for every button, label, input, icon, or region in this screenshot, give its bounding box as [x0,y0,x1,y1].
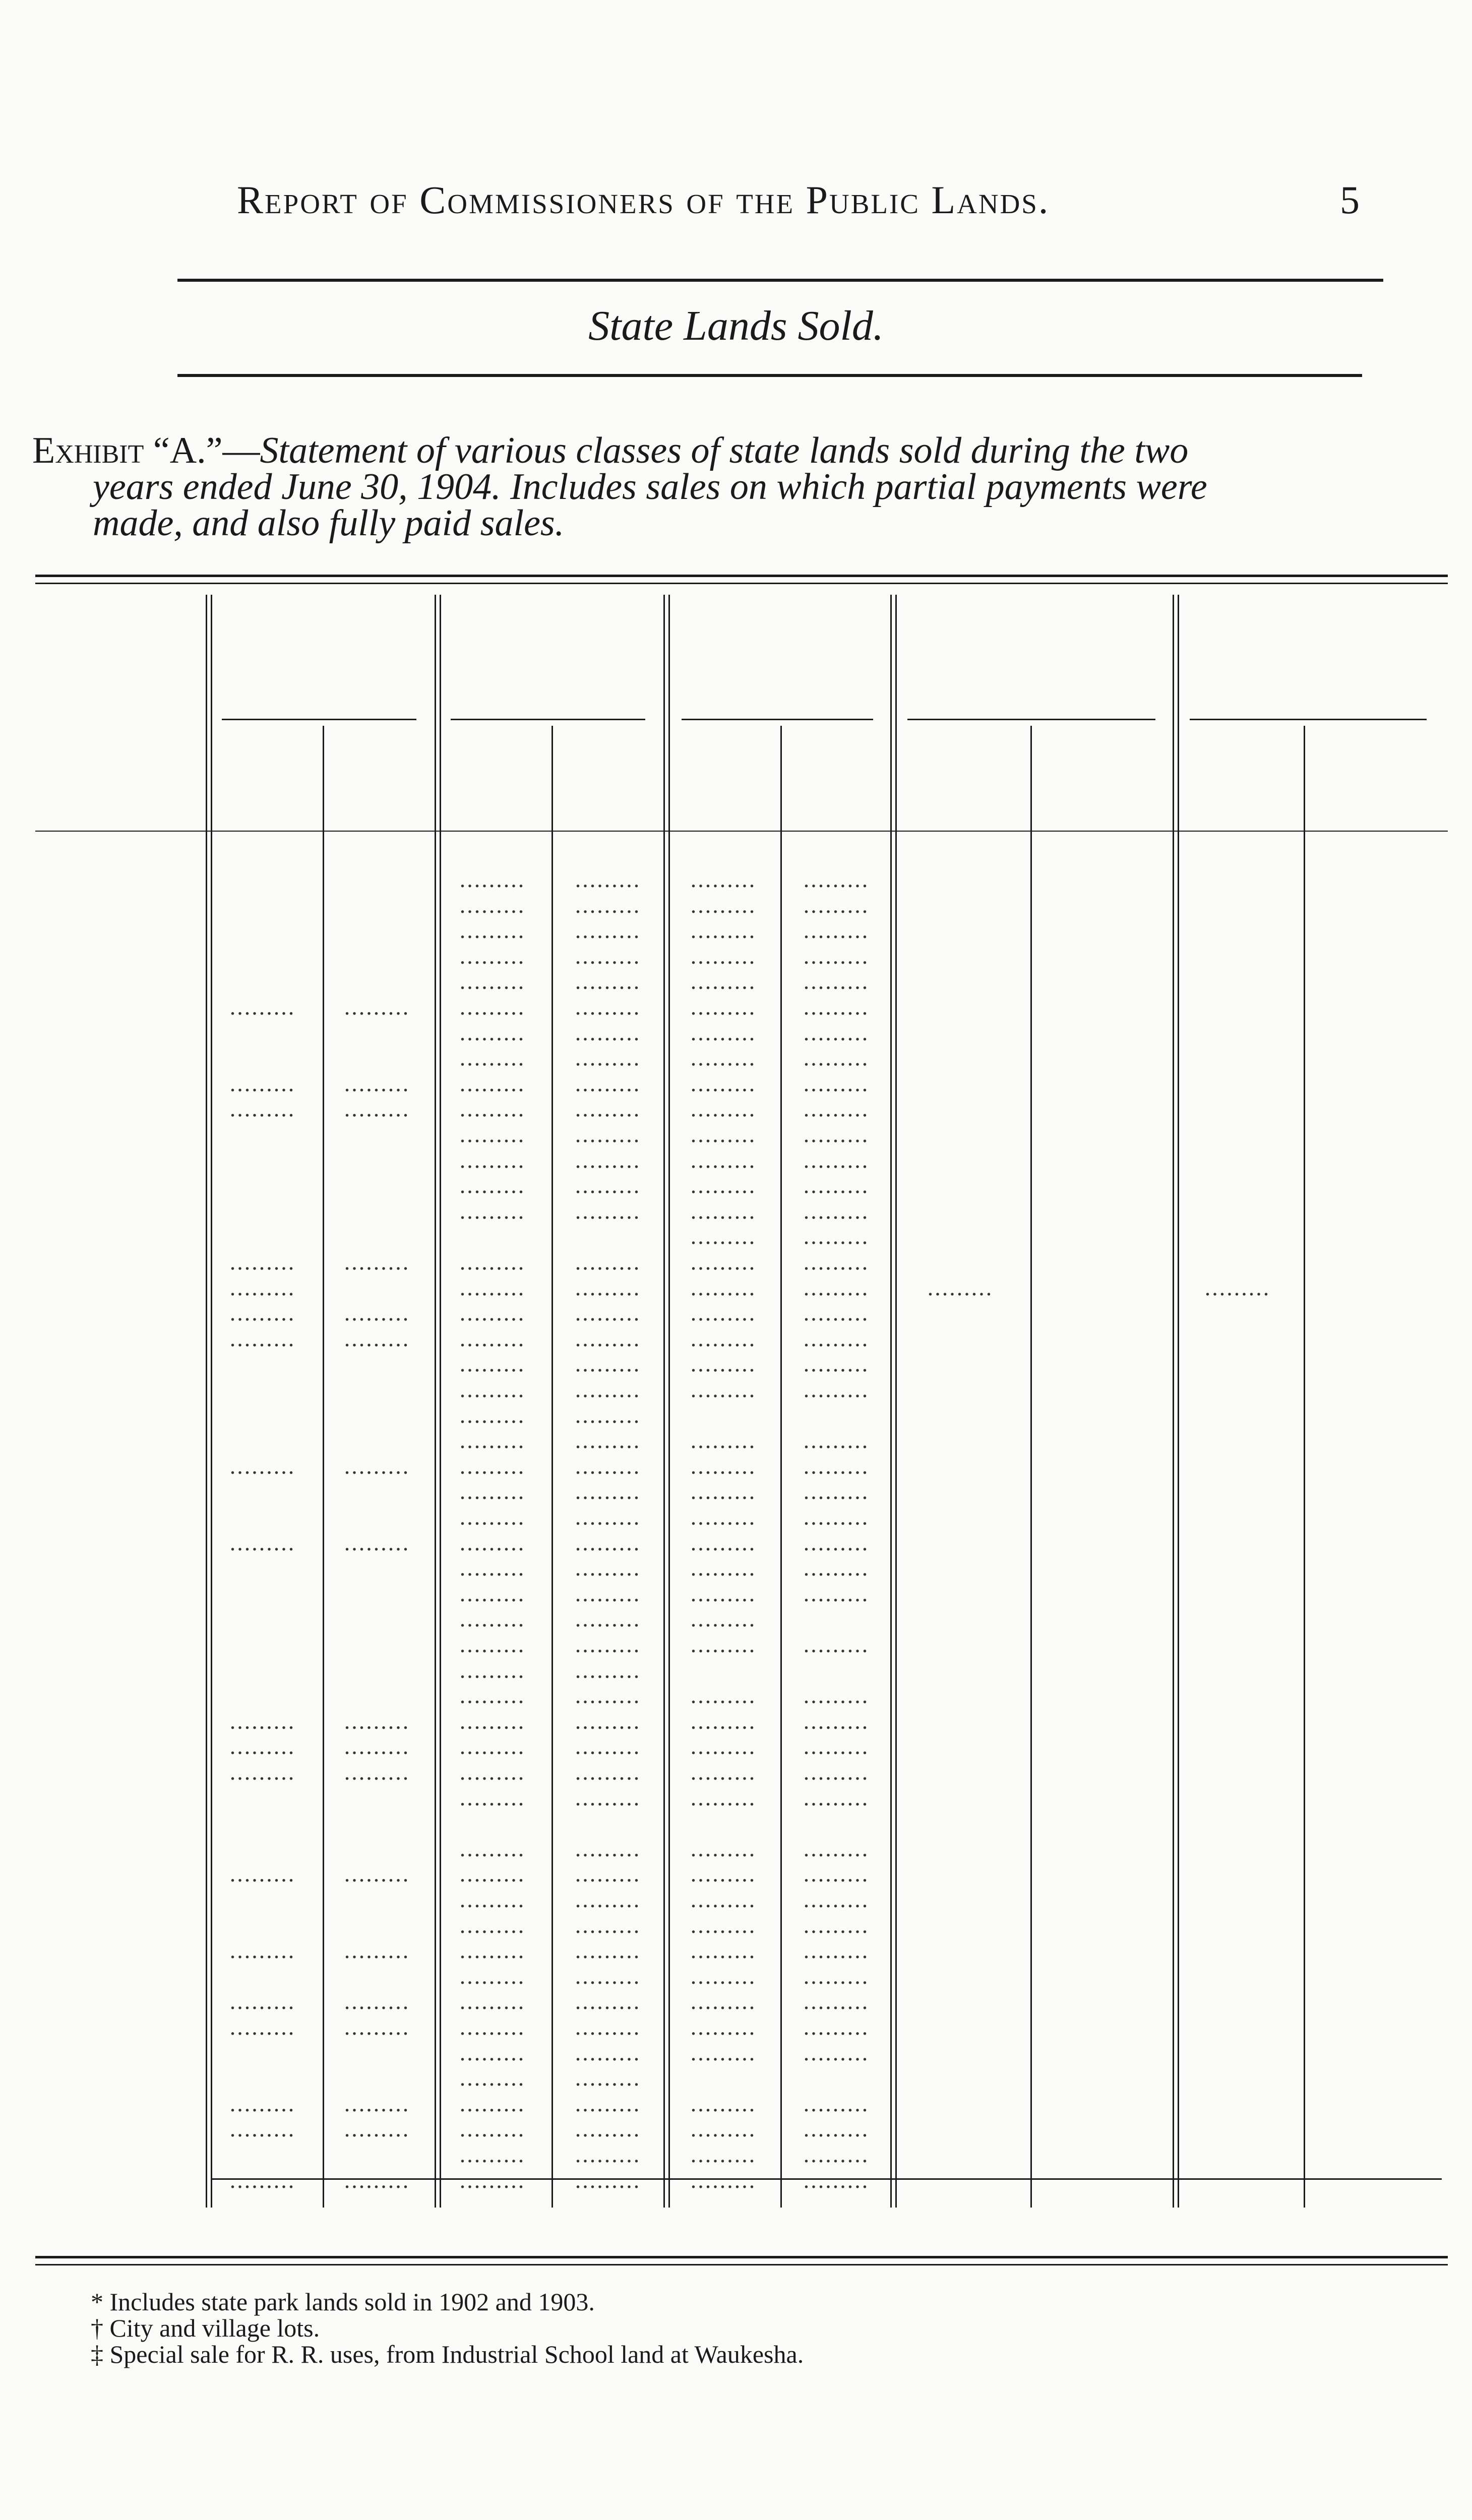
table-leader: ......... [575,1963,641,1989]
table-leader: ......... [344,1249,410,1275]
table-leader: ......... [690,942,757,969]
table-leader: ......... [690,994,757,1020]
table-leader: ......... [575,917,641,943]
table-leader: ......... [575,1504,641,1530]
table-leader: ......... [344,2014,410,2040]
table-leader: ......... [690,1504,757,1530]
table-leader: ......... [803,2116,870,2142]
exhibit-lead: Exhibit “A.”— [32,430,260,471]
table-leader: ......... [803,1453,870,1479]
table-leader: ......... [690,1376,757,1402]
table-leader: ......... [803,1045,870,1071]
table-leader: ......... [690,1529,757,1555]
table-leader: ......... [344,1733,410,1759]
table-leader: ......... [575,2116,641,2142]
footnote: * Includes state park lands sold in 1902 and 1903. [91,2288,595,2316]
table-leader: ......... [459,2039,526,2065]
table-leader: ......... [575,1147,641,1173]
table-leader: ......... [575,2141,641,2167]
table-leader: ......... [803,1249,870,1275]
section-rule [177,374,1362,377]
table-leader: ......... [690,1453,757,1479]
table-leader: ......... [690,1325,757,1351]
table-leader: ......... [459,1733,526,1759]
table-leader: ......... [575,1861,641,1887]
table-leader: ......... [459,1325,526,1351]
table-leader: ......... [459,1784,526,1810]
table-leader: ......... [690,2116,757,2142]
table-leader: ......... [690,866,757,892]
table-leader: ......... [690,1988,757,2014]
table-leader: ......... [690,2014,757,2040]
table-leader: ......... [803,1937,870,1964]
table-leader: ......... [575,1529,641,1555]
table-leader: ......... [803,2014,870,2040]
table-leader: ......... [459,2116,526,2142]
table-leader: ......... [344,1937,410,1964]
table-leader: ......... [575,2039,641,2065]
table-leader: ......... [229,1249,296,1275]
table-leader: ......... [803,1376,870,1402]
table-leader: ......... [459,1682,526,1709]
table-leader: ......... [803,1325,870,1351]
table-leader: ......... [803,1886,870,1912]
table-leader: ......... [803,1733,870,1759]
table-leader: ......... [459,1708,526,1734]
table-leader: ......... [459,1070,526,1096]
table-leader: ......... [459,1988,526,2014]
table-leader: ......... [690,1096,757,1122]
table-leader: ......... [575,866,641,892]
table-leader: ......... [803,1912,870,1938]
table-leader: ......... [575,1606,641,1632]
table-leader: ......... [690,1784,757,1810]
table-leader: ......... [690,1555,757,1581]
table-leader: ......... [690,1580,757,1606]
table-leader: ......... [459,2141,526,2167]
table-leader: ......... [803,1861,870,1887]
table-leader: ......... [803,968,870,994]
table-leader: ......... [575,1300,641,1326]
group-underline [451,719,645,720]
table-leader: ......... [229,1988,296,2014]
table-leader: ......... [459,1963,526,1989]
column-divider [323,726,324,2208]
table-leader: ......... [803,1223,870,1249]
table-bottom-rule [35,2256,1448,2258]
table-leader: ......... [229,2090,296,2116]
table-leader: ......... [459,1172,526,1199]
table-leader: ......... [229,1325,296,1351]
table-leader: ......... [229,1733,296,1759]
table-leader: ......... [575,2065,641,2091]
column-divider [780,726,782,2208]
table-leader: ......... [459,2090,526,2116]
table-leader: ......... [803,1759,870,1785]
table-leader: ......... [575,1759,641,1785]
table-leader: ......... [344,1759,410,1785]
table-leader: ......... [803,1274,870,1300]
header-divider [35,831,1448,832]
table-leader: ......... [803,1708,870,1734]
table-leader: ......... [803,1529,870,1555]
table-leader: ......... [575,1453,641,1479]
table-leader: ......... [459,1504,526,1530]
table-leader: ......... [690,1912,757,1938]
section-title: State Lands Sold. [588,302,884,349]
table-leader: ......... [229,1453,296,1479]
table-leader: ......... [459,892,526,918]
table-leader: ......... [575,1912,641,1938]
table-leader: ......... [344,1861,410,1887]
table-leader: ......... [690,917,757,943]
table-leader: ......... [803,2039,870,2065]
table-leader: ......... [690,1861,757,1887]
table-leader: ......... [459,968,526,994]
table-leader: ......... [575,1249,641,1275]
table-leader: ......... [459,1886,526,1912]
table-leader: ......... [459,1529,526,1555]
table-leader: ......... [459,1300,526,1326]
table-leader: ......... [459,1274,526,1300]
table-leader: ......... [459,1147,526,1173]
table-leader: ......... [690,1886,757,1912]
table-leader: ......... [229,2167,296,2193]
page-number: 5 [1340,178,1361,222]
table-leader: ......... [344,1453,410,1479]
table-leader: ......... [459,1759,526,1785]
table-leader: ......... [803,1019,870,1045]
table-leader: ......... [459,1835,526,1861]
table-leader: ......... [459,1351,526,1377]
table-leader: ......... [575,1070,641,1096]
table-leader: ......... [459,1580,526,1606]
exhibit-caption-line: years ended June 30, 1904. Includes sales on which partial payments were [93,466,1207,508]
table-leader: ......... [575,1580,641,1606]
table-leader: ......... [229,1070,296,1096]
table-leader: ......... [690,1121,757,1147]
table-leader: ......... [803,1631,870,1657]
table-leader: ......... [575,1019,641,1045]
table-leader: ......... [803,1096,870,1122]
table-leader: ......... [459,866,526,892]
table-leader: ......... [575,1886,641,1912]
table-leader: ......... [690,1274,757,1300]
table-leader: ......... [575,1988,641,2014]
table-leader: ......... [459,2167,526,2193]
table-leader: ......... [229,1937,296,1964]
table-leader: ......... [575,1733,641,1759]
table-leader: ......... [803,917,870,943]
table-leader: ......... [459,1912,526,1938]
table-leader: ......... [575,994,641,1020]
table-leader: ......... [690,892,757,918]
table-leader: ......... [344,2167,410,2193]
table-leader: ......... [229,1708,296,1734]
table-leader: ......... [344,1988,410,2014]
group-divider [440,595,441,2208]
table-leader: ......... [575,968,641,994]
table-leader: ......... [344,1070,410,1096]
table-leader: ......... [575,1784,641,1810]
table-leader: ......... [459,1019,526,1045]
table-leader: ......... [575,1937,641,1964]
table-leader: ......... [803,1478,870,1504]
group-divider [211,595,212,2208]
table-leader: ......... [344,2116,410,2142]
group-divider [435,595,436,2208]
group-divider [1178,595,1179,2208]
table-leader: ......... [459,2065,526,2091]
table-leader: ......... [690,1070,757,1096]
table-leader: ......... [229,1274,296,1300]
table-leader: ......... [690,2141,757,2167]
table-leader: ......... [575,1172,641,1199]
table-leader: ......... [575,942,641,969]
group-divider [206,595,207,2208]
exhibit-caption-line: Statement of various classes of state lands sold during the two [260,430,1189,471]
table-leader: ......... [690,1963,757,1989]
table-leader: ......... [690,1937,757,1964]
table-leader: ......... [344,1325,410,1351]
table-leader: ......... [690,2167,757,2193]
table-leader: ......... [459,1606,526,1632]
table-leader: ......... [690,968,757,994]
exhibit-caption [32,430,1449,544]
table-leader: ......... [803,2141,870,2167]
table-top-rule [35,575,1448,577]
table-leader: ......... [459,994,526,1020]
table-leader: ......... [575,1274,641,1300]
table-leader: ......... [803,1580,870,1606]
table-leader: ......... [229,994,296,1020]
table-leader: ......... [803,1784,870,1810]
table-leader: ......... [229,1759,296,1785]
table-leader: ......... [690,1708,757,1734]
table-leader: ......... [459,1555,526,1581]
table-leader: ......... [459,1631,526,1657]
table-leader: ......... [575,1708,641,1734]
table-leader: ......... [803,1198,870,1224]
table-leader: ......... [690,1351,757,1377]
table-leader: ......... [690,1045,757,1071]
table-leader: ......... [690,1835,757,1861]
table-leader: ......... [575,2167,641,2193]
table-leader: ......... [459,1249,526,1275]
table-leader: ......... [803,1835,870,1861]
group-divider [895,595,897,2208]
table-leader: ......... [803,1172,870,1199]
footnote: † City and village lots. [91,2314,320,2342]
column-divider [1030,726,1032,2208]
table-leader: ......... [575,1402,641,1428]
header-rule [177,279,1383,282]
table-leader: ......... [459,917,526,943]
table-leader: ......... [344,1708,410,1734]
table-leader: ......... [459,1121,526,1147]
table-leader: ......... [803,1070,870,1096]
table-leader: ......... [690,1427,757,1454]
table-leader: ......... [459,2014,526,2040]
column-divider [551,726,553,2208]
table-leader: ......... [803,1504,870,1530]
table-leader: ......... [575,1096,641,1122]
table-leader: ......... [459,1402,526,1428]
table-leader: ......... [803,1963,870,1989]
group-divider [668,595,670,2208]
table-leader: ......... [459,1427,526,1454]
exhibit-caption-line: made, and also fully paid sales. [93,502,565,544]
table-leader: ......... [803,2090,870,2116]
group-divider [1173,595,1174,2208]
table-leader: ......... [344,2090,410,2116]
table-leader: ......... [803,942,870,969]
table-leader: ......... [575,1325,641,1351]
table-leader: ......... [803,866,870,892]
table-leader: ......... [459,1096,526,1122]
table-leader: ......... [803,1300,870,1326]
group-divider [890,595,892,2208]
table-leader: ......... [229,2116,296,2142]
table-leader: ......... [229,1096,296,1122]
table-leader: ......... [575,1427,641,1454]
table-leader: ......... [690,1300,757,1326]
table-leader: ......... [344,994,410,1020]
table-bottom-rule [35,2264,1448,2265]
table-leader: ......... [803,1427,870,1454]
column-divider [1304,726,1305,2208]
table-leader: ......... [575,1478,641,1504]
table-leader: ......... [575,1376,641,1402]
table-leader: ......... [459,1937,526,1964]
table-leader: ......... [690,1249,757,1275]
table-leader: ......... [575,1045,641,1071]
table-leader: ......... [803,1351,870,1377]
table-leader: ......... [575,2014,641,2040]
table-leader: ......... [690,1478,757,1504]
group-underline [1190,719,1427,720]
table-leader: ......... [690,2090,757,2116]
table-leader: ......... [1204,1274,1271,1300]
table-leader: ......... [575,2090,641,2116]
group-divider [663,595,665,2208]
table-leader: ......... [575,1657,641,1683]
table-leader: ......... [459,1478,526,1504]
table-leader: ......... [344,1529,410,1555]
footnote: ‡ Special sale for R. R. uses, from Industrial School land at Waukesha. [91,2340,804,2368]
group-underline [907,719,1155,720]
table-leader: ......... [803,1147,870,1173]
table-leader: ......... [575,1555,641,1581]
table-top-rule [35,583,1448,584]
table-leader: ......... [690,1759,757,1785]
table-leader: ......... [575,1682,641,1709]
table-leader: ......... [803,2167,870,2193]
table-leader: ......... [575,1631,641,1657]
table-leader: ......... [690,1198,757,1224]
table-leader: ......... [803,994,870,1020]
table-leader: ......... [575,1121,641,1147]
table-leader: ......... [927,1274,994,1300]
table-leader: ......... [575,1198,641,1224]
table-leader: ......... [690,1733,757,1759]
table-leader: ......... [690,1147,757,1173]
table-leader: ......... [459,942,526,969]
table-leader: ......... [575,1835,641,1861]
table-leader: ......... [575,892,641,918]
table-leader: ......... [459,1861,526,1887]
table-leader: ......... [690,1172,757,1199]
table-leader: ......... [344,1300,410,1326]
table-leader: ......... [459,1657,526,1683]
table-leader: ......... [803,892,870,918]
table-leader: ......... [690,1019,757,1045]
table-leader: ......... [690,2039,757,2065]
table-leader: ......... [459,1376,526,1402]
table-leader: ......... [690,1606,757,1632]
table-leader: ......... [229,2014,296,2040]
group-underline [682,719,873,720]
table-leader: ......... [803,1555,870,1581]
table-leader: ......... [229,1300,296,1326]
table-leader: ......... [229,1861,296,1887]
table-leader: ......... [803,1121,870,1147]
table-leader: ......... [803,1988,870,2014]
table-leader: ......... [690,1682,757,1709]
table-leader: ......... [459,1045,526,1071]
table-leader: ......... [690,1223,757,1249]
group-underline [222,719,416,720]
table-leader: ......... [459,1453,526,1479]
running-head-title: Report of Commissioners of the Public Lands. [237,178,1050,222]
table-leader: ......... [229,1529,296,1555]
table-leader: ......... [575,1351,641,1377]
table-leader: ......... [803,1682,870,1709]
table-leader: ......... [459,1198,526,1224]
table-leader: ......... [344,1096,410,1122]
table-leader: ......... [690,1631,757,1657]
